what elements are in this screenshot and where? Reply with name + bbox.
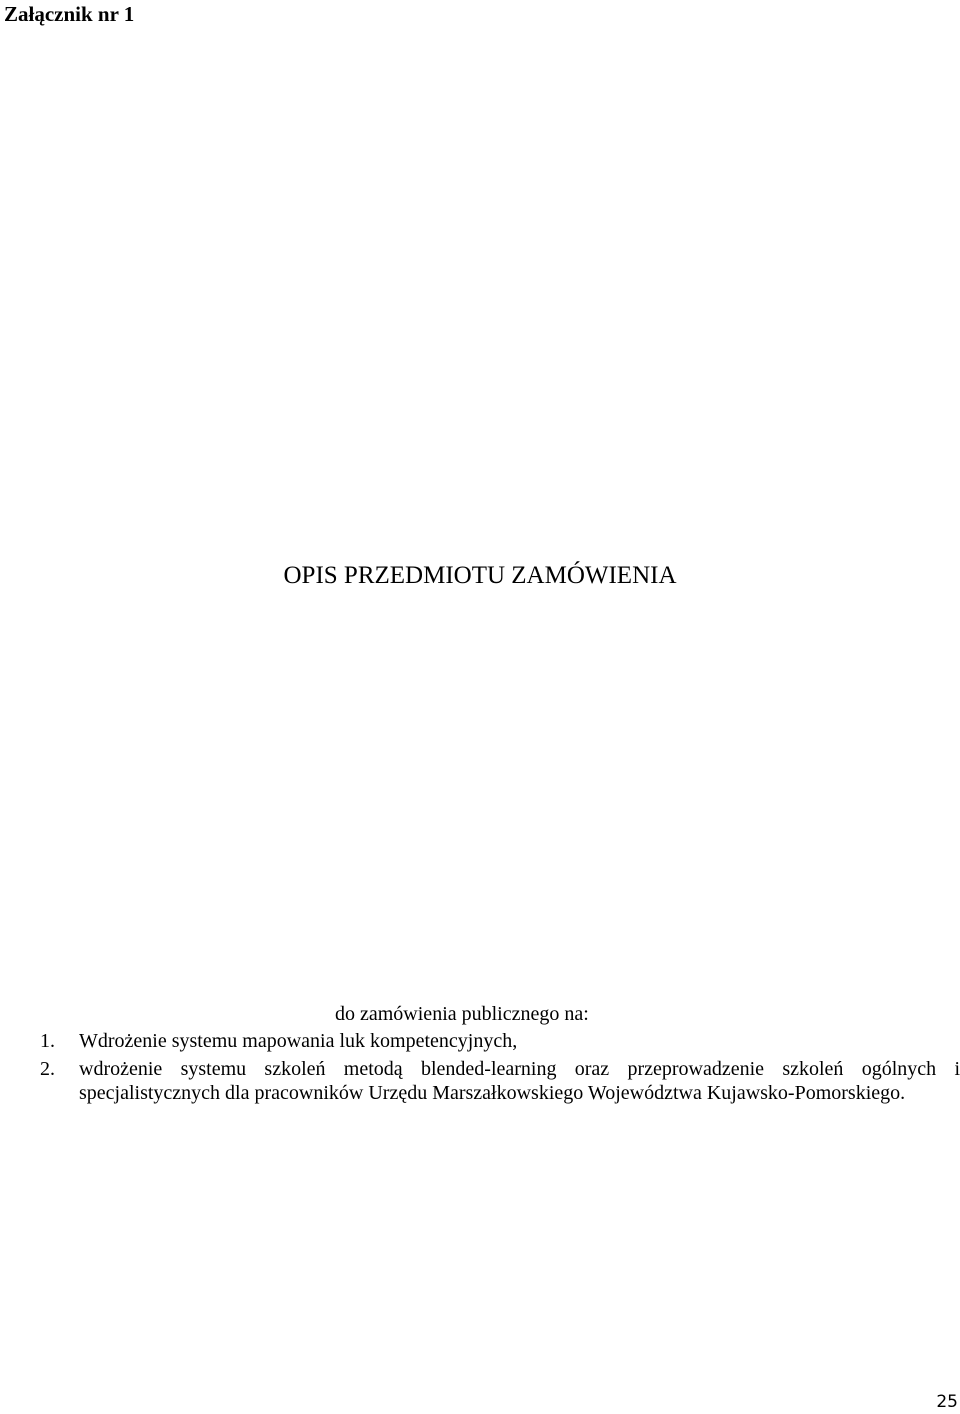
list-item-number: 1.: [40, 1030, 55, 1052]
list-item-number: 2.: [40, 1058, 55, 1080]
subtitle: do zamówienia publicznego na:: [335, 1003, 589, 1025]
list-item: [40, 1057, 960, 1105]
page-title: OPIS PRZEDMIOTU ZAMÓWIENIA: [283, 562, 677, 589]
attachment-label: Załącznik nr 1: [4, 2, 135, 26]
page-number: 25: [936, 1392, 958, 1412]
list-item-text: wdrożenie systemu szkoleń metodą blended-learning oraz przeprowadzenie szkoleń ogólnych i specjalistycznych dla pracowników Urzędu Marszałkowskiego Województwa Kujawsko-Pomorskiego.: [79, 1058, 960, 1104]
list-item: [40, 1029, 960, 1053]
list-item-text: Wdrożenie systemu mapowania luk kompetencyjnych,: [79, 1030, 518, 1052]
